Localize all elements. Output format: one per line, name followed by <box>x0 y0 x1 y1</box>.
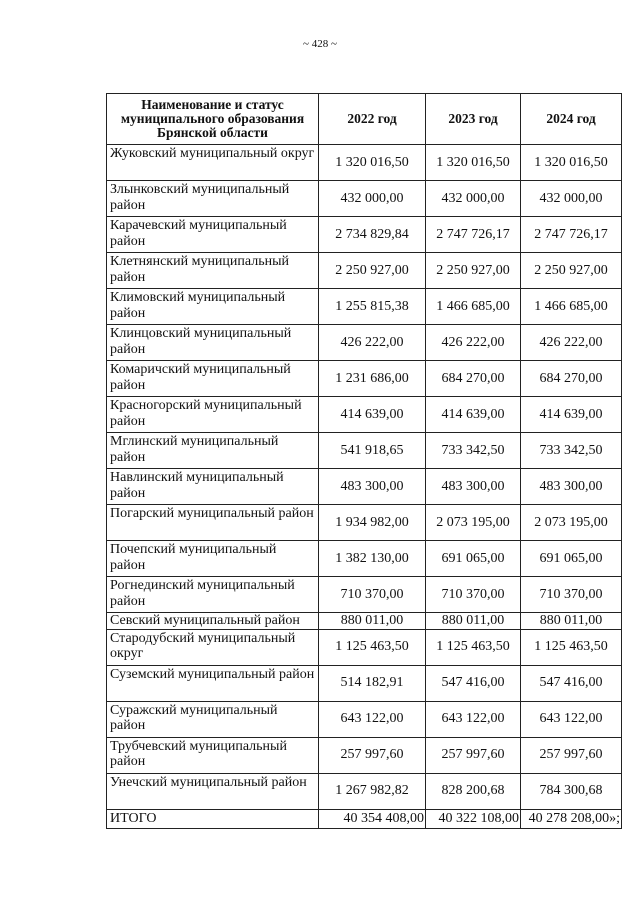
value-2022-cell: 880 011,00 <box>319 613 426 630</box>
table-row <box>107 613 622 630</box>
value-2022-cell: 432 000,00 <box>319 181 426 217</box>
value-2024-cell: 1 320 016,50 <box>521 145 622 181</box>
municipality-name-cell: Навлинский муниципальный район <box>107 469 319 505</box>
table-row <box>107 145 622 181</box>
value-2023-cell: 426 222,00 <box>426 325 521 361</box>
value-2023-cell: 828 200,68 <box>426 773 521 809</box>
value-2023-cell: 2 250 927,00 <box>426 253 521 289</box>
value-2022-cell: 1 320 016,50 <box>319 145 426 181</box>
table-row <box>107 361 622 397</box>
table-row <box>107 325 622 361</box>
municipality-name-cell: Климовский муниципальный район <box>107 289 319 325</box>
value-2024-cell: 684 270,00 <box>521 361 622 397</box>
value-2023-cell: 643 122,00 <box>426 701 521 737</box>
total-2024-cell: 40 278 208,00»; <box>521 809 622 828</box>
header-municipality: Наименование и статус муниципального образования Брянской области <box>107 94 319 145</box>
municipality-name-cell: Красногорский муниципальный район <box>107 397 319 433</box>
municipality-name-cell: Клетнянский муниципальный район <box>107 253 319 289</box>
table-body <box>107 145 622 829</box>
value-2022-cell: 1 125 463,50 <box>319 629 426 665</box>
value-2024-cell: 547 416,00 <box>521 665 622 701</box>
value-2024-cell: 414 639,00 <box>521 397 622 433</box>
value-2022-cell: 483 300,00 <box>319 469 426 505</box>
value-2024-cell: 2 747 726,17 <box>521 217 622 253</box>
value-2022-cell: 257 997,60 <box>319 737 426 773</box>
value-2024-cell: 2 073 195,00 <box>521 505 622 541</box>
municipality-name-cell: Почепский муниципальный район <box>107 541 319 577</box>
value-2024-cell: 710 370,00 <box>521 577 622 613</box>
value-2022-cell: 643 122,00 <box>319 701 426 737</box>
value-2023-cell: 547 416,00 <box>426 665 521 701</box>
value-2022-cell: 2 734 829,84 <box>319 217 426 253</box>
value-2023-cell: 1 466 685,00 <box>426 289 521 325</box>
table-row <box>107 505 622 541</box>
table-row <box>107 577 622 613</box>
value-2024-cell: 691 065,00 <box>521 541 622 577</box>
table-header-row <box>107 94 622 145</box>
table-row <box>107 701 622 737</box>
municipality-name-cell: Трубчевский муниципальный район <box>107 737 319 773</box>
municipality-name-cell: Погарский муниципальный район <box>107 505 319 541</box>
value-2022-cell: 426 222,00 <box>319 325 426 361</box>
municipality-name-cell: Комаричский муниципальный район <box>107 361 319 397</box>
value-2023-cell: 1 125 463,50 <box>426 629 521 665</box>
table-row <box>107 737 622 773</box>
municipality-name-cell: Жуковский муниципальный округ <box>107 145 319 181</box>
total-2022-cell: 40 354 408,00 <box>319 809 426 828</box>
municipality-name-cell: Суземский муниципальный район <box>107 665 319 701</box>
value-2023-cell: 2 073 195,00 <box>426 505 521 541</box>
table-row <box>107 541 622 577</box>
value-2024-cell: 426 222,00 <box>521 325 622 361</box>
value-2022-cell: 2 250 927,00 <box>319 253 426 289</box>
municipality-name-cell: Карачевский муниципальный район <box>107 217 319 253</box>
value-2024-cell: 784 300,68 <box>521 773 622 809</box>
value-2024-cell: 880 011,00 <box>521 613 622 630</box>
municipality-name-cell: Рогнединский муниципальный район <box>107 577 319 613</box>
value-2024-cell: 1 125 463,50 <box>521 629 622 665</box>
value-2023-cell: 691 065,00 <box>426 541 521 577</box>
value-2023-cell: 733 342,50 <box>426 433 521 469</box>
table-row <box>107 665 622 701</box>
total-label-cell: ИТОГО <box>107 809 319 828</box>
value-2022-cell: 1 382 130,00 <box>319 541 426 577</box>
table-row <box>107 397 622 433</box>
value-2024-cell: 733 342,50 <box>521 433 622 469</box>
value-2023-cell: 414 639,00 <box>426 397 521 433</box>
page-number: ~ 428 ~ <box>303 38 337 50</box>
value-2022-cell: 1 255 815,38 <box>319 289 426 325</box>
table-row <box>107 253 622 289</box>
value-2022-cell: 1 934 982,00 <box>319 505 426 541</box>
value-2024-cell: 2 250 927,00 <box>521 253 622 289</box>
municipality-name-cell: Стародубский муниципальный округ <box>107 629 319 665</box>
municipality-name-cell: Злынковский муниципальный район <box>107 181 319 217</box>
value-2023-cell: 710 370,00 <box>426 577 521 613</box>
table-row <box>107 181 622 217</box>
header-year-2022: 2022 год <box>319 94 426 145</box>
value-2023-cell: 684 270,00 <box>426 361 521 397</box>
header-year-2023: 2023 год <box>426 94 521 145</box>
value-2022-cell: 710 370,00 <box>319 577 426 613</box>
municipality-name-cell: Суражский муниципальный район <box>107 701 319 737</box>
value-2024-cell: 643 122,00 <box>521 701 622 737</box>
budget-table <box>106 93 622 829</box>
municipality-name-cell: Унечский муниципальный район <box>107 773 319 809</box>
value-2022-cell: 1 231 686,00 <box>319 361 426 397</box>
value-2023-cell: 483 300,00 <box>426 469 521 505</box>
value-2022-cell: 541 918,65 <box>319 433 426 469</box>
total-row <box>107 809 622 828</box>
table-row <box>107 433 622 469</box>
municipality-name-cell: Севский муниципальный район <box>107 613 319 630</box>
header-year-2024: 2024 год <box>521 94 622 145</box>
table-row <box>107 289 622 325</box>
table-row <box>107 773 622 809</box>
value-2022-cell: 414 639,00 <box>319 397 426 433</box>
table-row <box>107 629 622 665</box>
total-2023-cell: 40 322 108,00 <box>426 809 521 828</box>
municipality-name-cell: Мглинский муниципальный район <box>107 433 319 469</box>
table-row <box>107 217 622 253</box>
value-2024-cell: 483 300,00 <box>521 469 622 505</box>
value-2023-cell: 2 747 726,17 <box>426 217 521 253</box>
value-2023-cell: 1 320 016,50 <box>426 145 521 181</box>
value-2024-cell: 432 000,00 <box>521 181 622 217</box>
table-row <box>107 469 622 505</box>
value-2023-cell: 880 011,00 <box>426 613 521 630</box>
value-2022-cell: 1 267 982,82 <box>319 773 426 809</box>
value-2024-cell: 257 997,60 <box>521 737 622 773</box>
value-2024-cell: 1 466 685,00 <box>521 289 622 325</box>
value-2023-cell: 257 997,60 <box>426 737 521 773</box>
value-2023-cell: 432 000,00 <box>426 181 521 217</box>
value-2022-cell: 514 182,91 <box>319 665 426 701</box>
municipality-name-cell: Клинцовский муниципальный район <box>107 325 319 361</box>
